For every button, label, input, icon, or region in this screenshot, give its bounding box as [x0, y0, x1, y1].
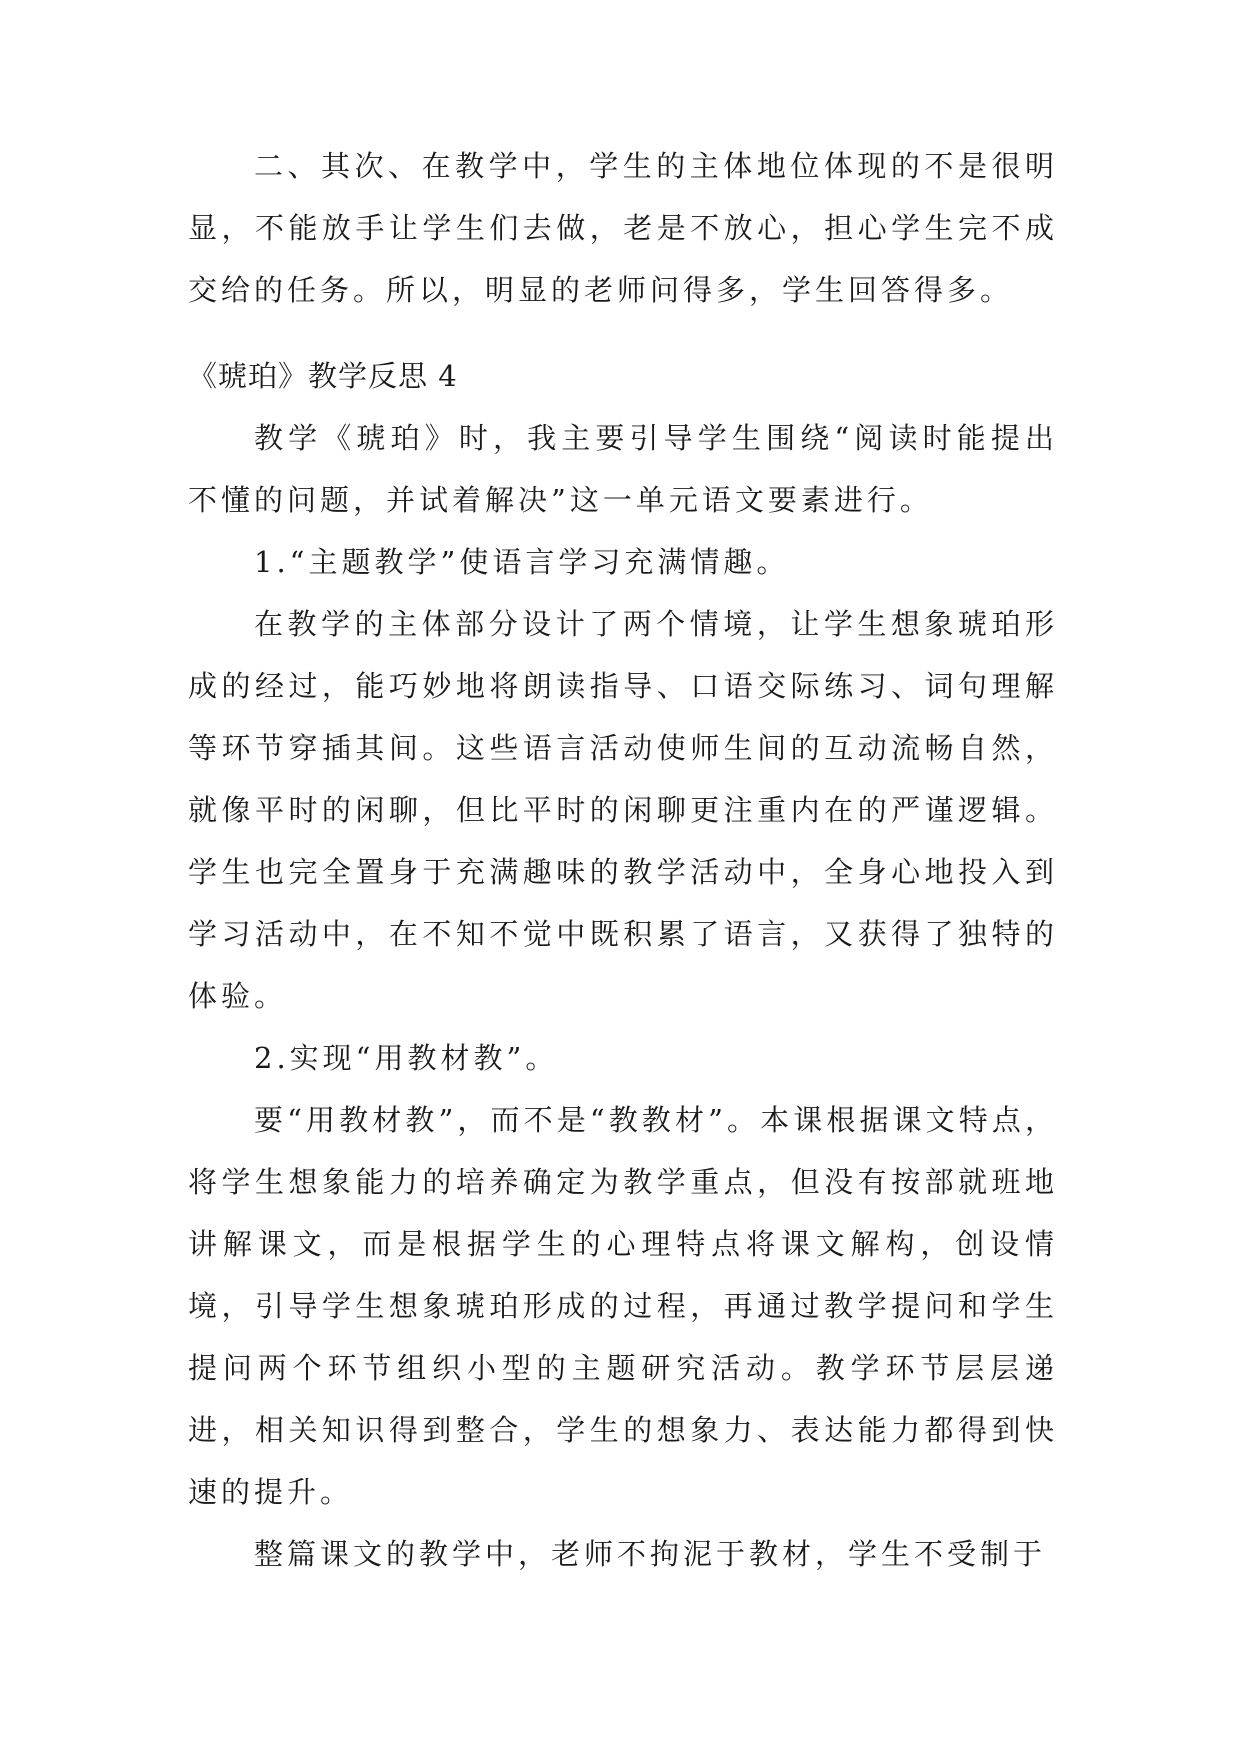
section-title: 《琥珀》教学反思 4	[188, 359, 458, 393]
point-heading: 2.实现“用教材教”。	[254, 1041, 559, 1075]
paragraph: 在教学的主体部分设计了两个情境，让学生想象琥珀形成的经过，能巧妙地将朗读指导、口语交际练习、词句理解等环节穿插其间。这些语言活动使师生间的互动流畅自然，就像平时的闲聊，但比平时的闲聊更注重内在的严谨逻辑。学生也完全置身于充满趣味的教学活动中，全身心地投入到学习活动中，在不知不觉中既积累了语言，又获得了独特的体验。	[188, 607, 1058, 1013]
paragraph: 教学《琥珀》时，我主要引导学生围绕“阅读时能提出不懂的问题，并试着解决”这一单元语文要素进行。	[188, 421, 1058, 517]
section-top	[188, 135, 1058, 321]
paragraph: 整篇课文的教学中，老师不拘泥于教材，学生不受制于	[254, 1537, 1047, 1571]
paragraph: 要“用教材教”，而不是“教教材”。本课根据课文特点，将学生想象能力的培养确定为教学重点，但没有按部就班地讲解课文，而是根据学生的心理特点将课文解构，创设情境，引导学生想象琥珀形成的过程，再通过教学提问和学生提问两个环节组织小型的主题研究活动。教学环节层层递进，相关知识得到整合，学生的想象力、表达能力都得到快速的提升。	[188, 1103, 1058, 1509]
section-4	[188, 345, 1058, 1585]
paragraph: 二、其次、在教学中，学生的主体地位体现的不是很明显，不能放手让学生们去做，老是不放心，担心学生完不成交给的任务。所以，明显的老师问得多，学生回答得多。	[188, 149, 1058, 307]
point-heading: 1.“主题教学”使语言学习充满情趣。	[254, 545, 790, 579]
